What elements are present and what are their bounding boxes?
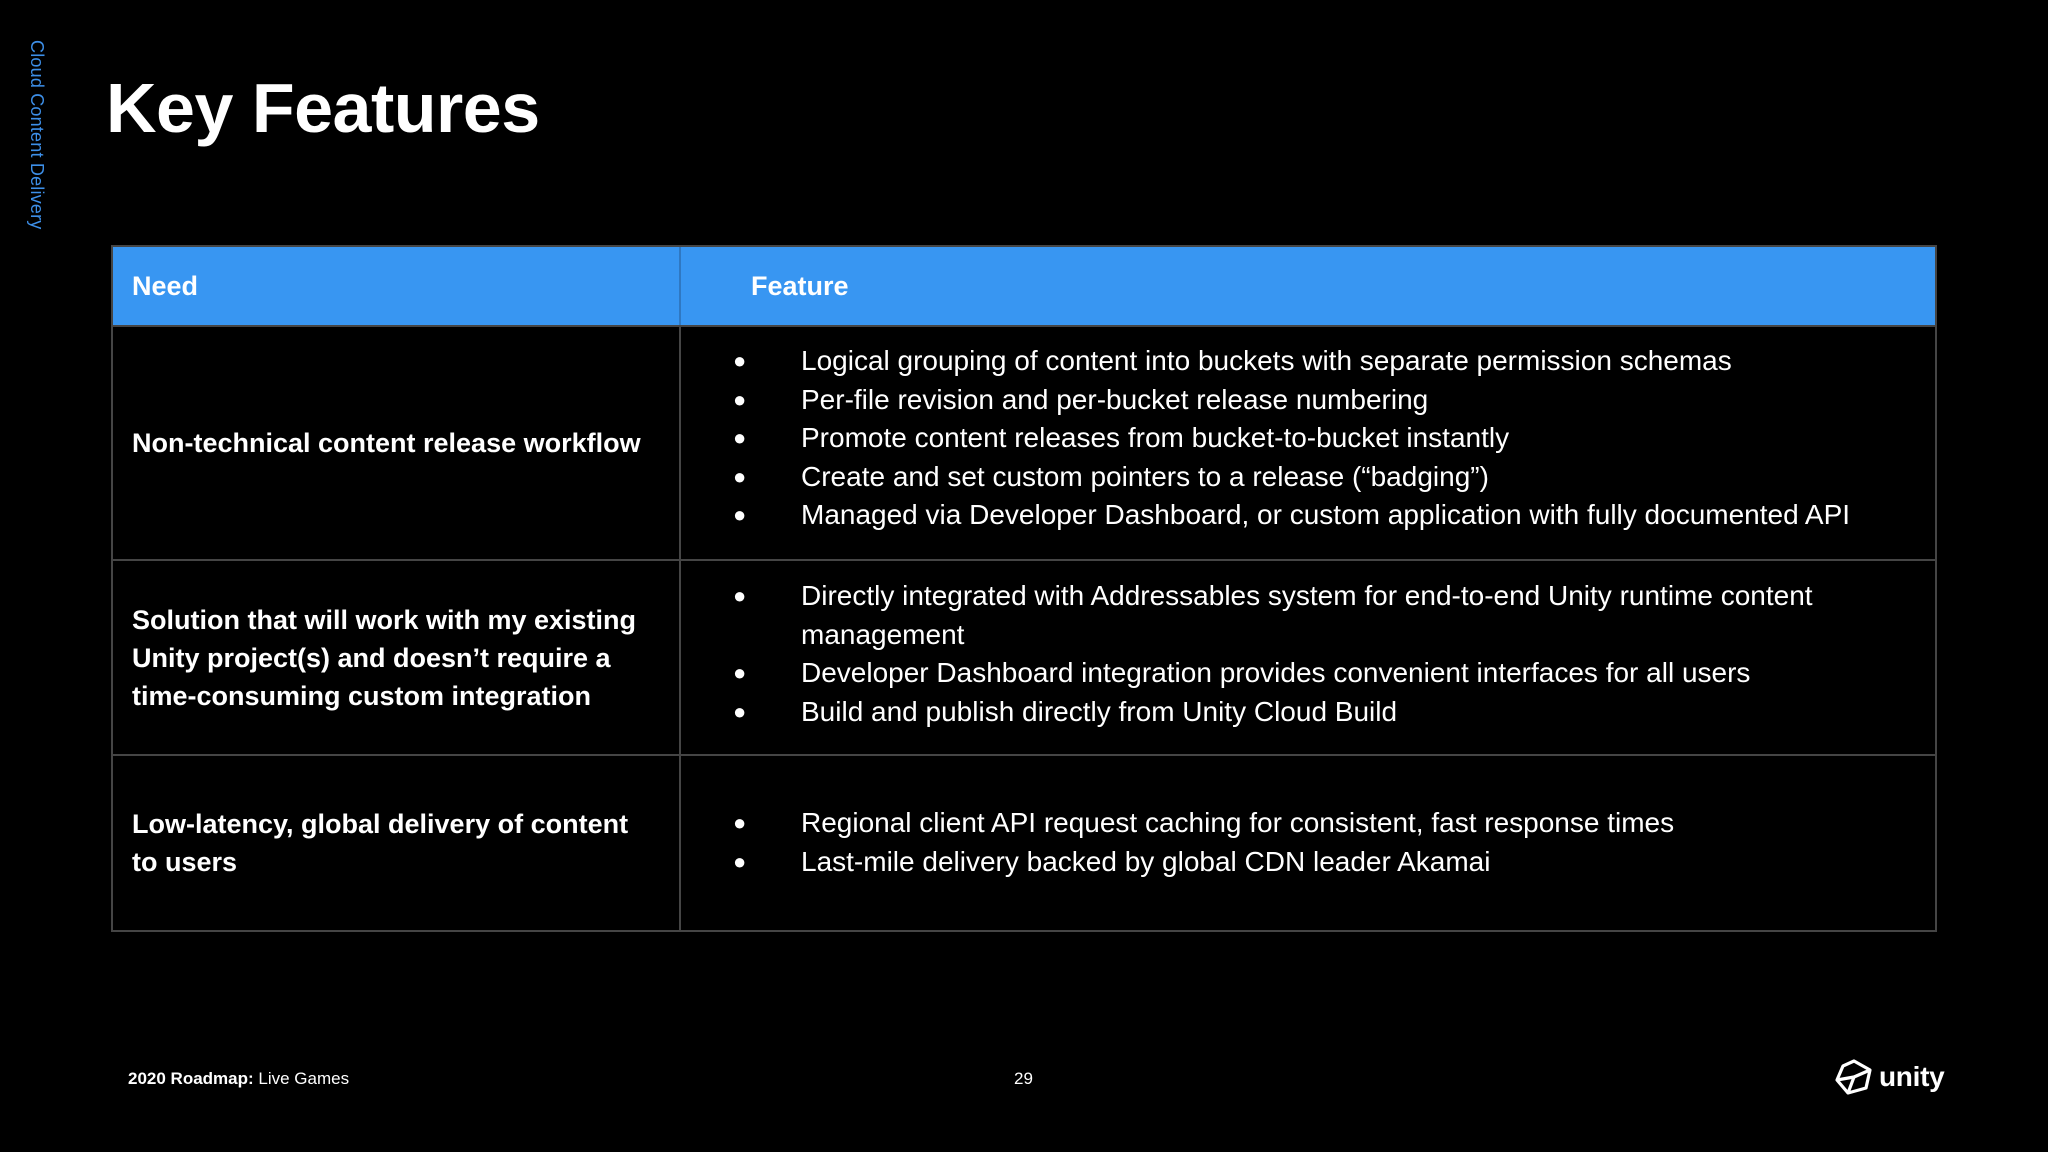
section-side-label: Cloud Content Delivery [27, 40, 47, 230]
bullet-icon: ● [733, 348, 747, 373]
table-header-row [113, 247, 1935, 325]
feature-item: ● Promote content releases from bucket-to-bucket instantly [681, 419, 1850, 458]
bullet-icon: ● [733, 810, 747, 835]
feature-item: ● Per-file revision and per-bucket release numbering [681, 381, 1850, 420]
need-cell: Solution that will work with my existing Unity project(s) and doesn’t require a time-consuming custom integration [113, 561, 681, 754]
bullet-icon: ● [733, 463, 747, 489]
feature-item: ● Last-mile delivery backed by global CDN leader Akamai [681, 843, 1674, 882]
features-table [111, 245, 1937, 932]
feature-list [681, 804, 1674, 881]
feature-item: ● Directly integrated with Addressables system for end-to-end Unity runtime content management [681, 577, 1895, 654]
bullet-icon: ● [733, 583, 747, 608]
bullet-icon: ● [733, 660, 747, 685]
feature-item: ● Regional client API request caching for consistent, fast response times [681, 804, 1674, 843]
footer-roadmap-bold: 2020 Roadmap: [128, 1069, 254, 1088]
feature-item: ● Developer Dashboard integration provides convenient interfaces for all users [681, 654, 1895, 693]
table-row [113, 559, 1935, 754]
feature-cell [681, 327, 1935, 559]
bullet-icon: ● [733, 502, 747, 527]
unity-logo-text: unity [1879, 1061, 1945, 1092]
header-need: Need [113, 247, 681, 325]
unity-cube-icon [1834, 1058, 1874, 1096]
bullet-icon: ● [733, 698, 747, 724]
feature-item: ● Logical grouping of content into buckets with separate permission schemas [681, 342, 1850, 381]
feature-list [681, 342, 1850, 535]
feature-cell [681, 756, 1935, 930]
footer-roadmap [128, 1069, 349, 1089]
header-feature: Feature [751, 270, 849, 301]
feature-item: ● Managed via Developer Dashboard, or custom application with fully documented API [681, 496, 1850, 535]
need-cell: Non-technical content release workflow [113, 327, 681, 559]
table-row [113, 325, 1935, 559]
feature-item: ● Build and publish directly from Unity Cloud Build [681, 693, 1895, 732]
feature-item: ● Create and set custom pointers to a release (“badging”) [681, 458, 1850, 497]
page-number: 29 [1014, 1069, 1033, 1088]
feature-cell [681, 561, 1935, 754]
bullet-icon: ● [733, 848, 747, 874]
feature-list [681, 577, 1895, 731]
unity-logo [1834, 1058, 1944, 1096]
bullet-icon: ● [733, 425, 747, 450]
page-title: Key Features [106, 69, 540, 147]
table-row [113, 754, 1935, 930]
bullet-icon: ● [733, 386, 747, 412]
footer-roadmap-rest: Live Games [253, 1069, 350, 1088]
need-cell: Low-latency, global delivery of content to users [113, 756, 681, 930]
